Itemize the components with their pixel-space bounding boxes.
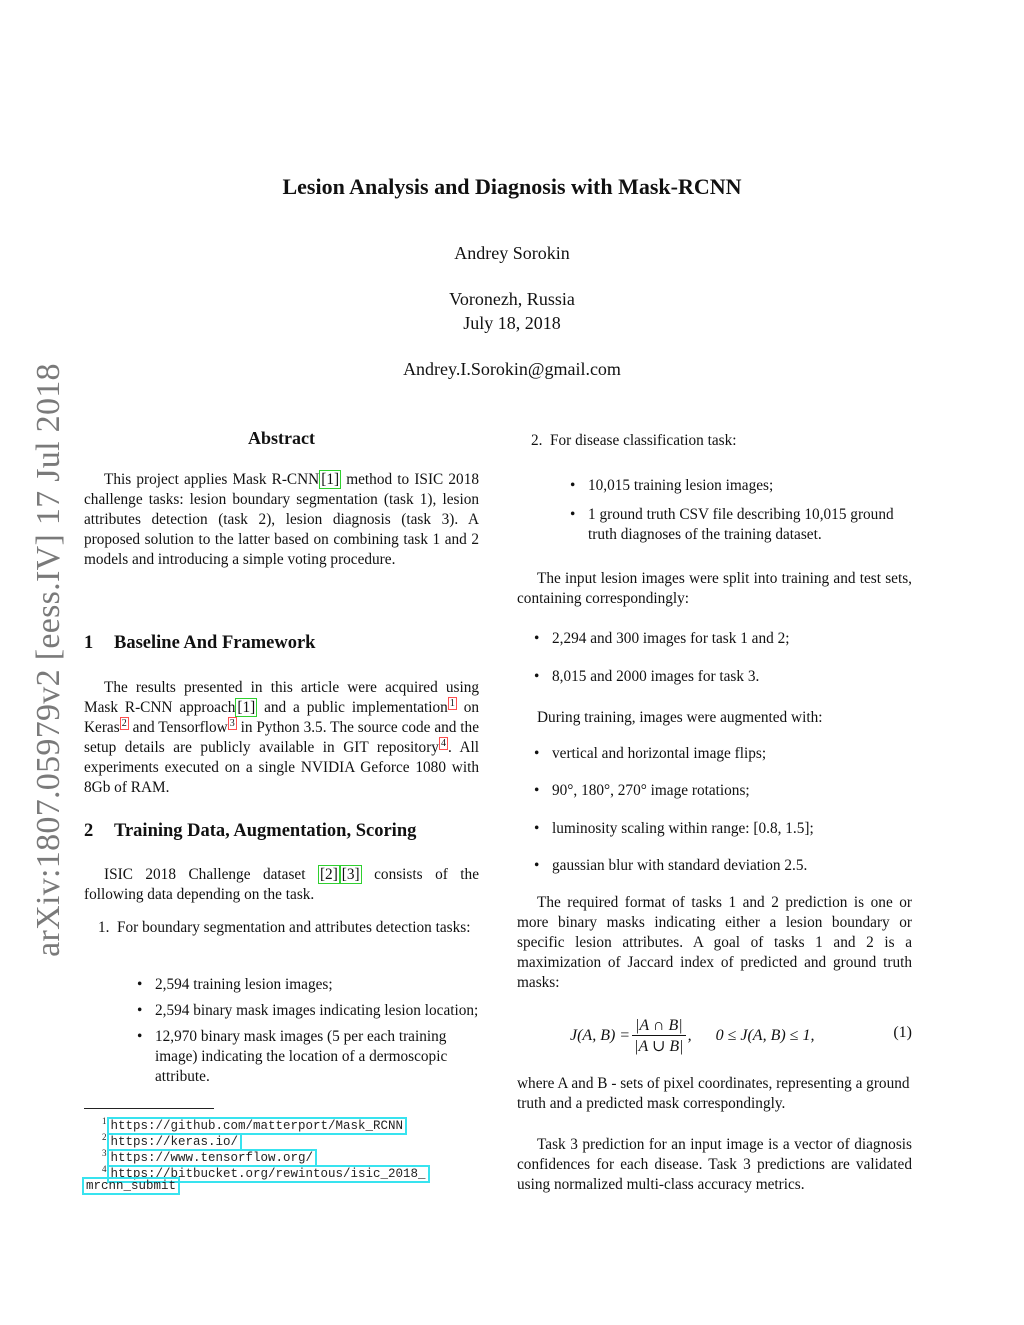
citation-link[interactable]: [2] bbox=[319, 866, 338, 883]
author-name: Andrey Sorokin bbox=[454, 243, 570, 263]
list-item: • vertical and horizontal image flips; bbox=[534, 745, 767, 762]
footnote-4-cont bbox=[82, 1178, 180, 1194]
footnote-link[interactable]: 2 bbox=[121, 717, 127, 729]
where-paragraph: where A and B - sets of pixel coordinates, representing a ground truth and a predicted mask correspondingly. bbox=[517, 1075, 910, 1112]
list-item: • 2,594 binary mask images indicating lesion location; bbox=[137, 1002, 479, 1019]
list-item: • luminosity scaling within range: [0.8, 1.5]; bbox=[534, 820, 814, 837]
augmentation-intro: During training, images were augmented with: bbox=[537, 709, 823, 726]
footnote-4: $^4$ https://bitbucket.org/rewintous/isic_2018_ bbox=[102, 1161, 430, 1182]
list-item: • 2,294 and 300 images for task 1 and 2; bbox=[534, 630, 790, 647]
footnote-url[interactable]: https://www.tensorflow.org/ bbox=[107, 1149, 318, 1167]
equation-number: (1) bbox=[893, 1024, 912, 1041]
list-item: • 8,015 and 2000 images for task 3. bbox=[534, 668, 760, 685]
arxiv-side-label: arXiv:1807.05979v2 [eess.IV] 17 Jul 2018 bbox=[30, 363, 67, 957]
citation-link[interactable]: [1] bbox=[321, 471, 340, 488]
author-location: Voronezh, Russia bbox=[449, 289, 575, 309]
split-intro: The input lesion images were split into training and test sets, containing correspondingly: bbox=[517, 570, 912, 607]
footnote-url[interactable]: mrcnn_submit bbox=[82, 1177, 180, 1195]
split-list bbox=[534, 629, 912, 687]
footnote-1: $^1$ https://github.com/matterport/Mask_RCNN bbox=[102, 1113, 407, 1134]
author-email[interactable]: Andrey.I.Sorokin@gmail.com bbox=[403, 359, 621, 379]
footnote-3: $^3$ https://www.tensorflow.org/ bbox=[102, 1145, 317, 1166]
citation-link[interactable]: [1] bbox=[237, 699, 256, 716]
citation-link[interactable]: [3] bbox=[341, 866, 360, 883]
footnote-url[interactable]: https://github.com/matterport/Mask_RCNN bbox=[107, 1117, 408, 1135]
task-2-item: 2. For disease classification task: bbox=[531, 432, 737, 449]
list-item: • 90°, 180°, 270° image rotations; bbox=[534, 782, 750, 799]
footnote-2: $^2$ https://keras.io/ bbox=[102, 1129, 242, 1150]
section-2-intro: ISIC 2018 Challenge dataset [2] [3] consists of the following data depending on the task. bbox=[84, 866, 479, 903]
section-2-heading: 2 Training Data, Augmentation, Scoring bbox=[84, 821, 417, 841]
task-1-list bbox=[137, 975, 479, 1087]
list-item: • 12,970 binary mask images (5 per each training image) indicating the location of a dermoscopic attribute. bbox=[137, 1028, 448, 1085]
format-paragraph: The required format of tasks 1 and 2 prediction is one or more binary masks indicating either a lesion boundary or specific lesion attributes. A goal of tasks 1 and 2 is a maximization of Jaccard index of predicted and ground truth masks: bbox=[517, 894, 912, 991]
footnote-link[interactable]: 1 bbox=[449, 697, 455, 709]
task-1-item: 1. For boundary segmentation and attributes detection tasks: bbox=[98, 919, 471, 936]
abstract-heading: Abstract bbox=[248, 428, 315, 448]
augmentation-list bbox=[534, 744, 912, 876]
list-item: • 1 ground truth CSV file describing 10,015 ground truth diagnoses of the training dataset. bbox=[570, 506, 894, 543]
list-item: • 10,015 training lesion images; bbox=[570, 477, 774, 494]
list-item: • gaussian blur with standard deviation 2.5. bbox=[534, 857, 808, 874]
section-1-body: The results presented in this article were acquired using Mask R-CNN approach [1] and a public implementation $^1$ on Keras $^2$ and Tensorflow $^3$ in Python 3.5. The source code and the setup details are publicly available in GIT repository $^4$ . All experiments executed on a single NVIDIA Geforce 1080 with 8Gb of RAM. bbox=[84, 679, 480, 796]
footnote-rule bbox=[84, 1108, 214, 1109]
task-2-list bbox=[570, 476, 912, 545]
footnote-url[interactable]: https://bitbucket.org/rewintous/isic_2018_ bbox=[107, 1165, 430, 1183]
list-item: • 2,594 training lesion images; bbox=[137, 976, 333, 993]
footnote-link[interactable]: 3 bbox=[229, 717, 235, 729]
section-1-heading: 1 Baseline And Framework bbox=[84, 633, 316, 653]
paper-date: July 18, 2018 bbox=[463, 313, 561, 333]
footnote-link[interactable]: 4 bbox=[440, 737, 446, 749]
abstract-body: This project applies Mask R-CNN [1] method to ISIC 2018 challenge tasks: lesion boundary segmentation (task 1), lesion attributes detection (task 2), lesion diagnosis (task 3). A proposed solution to the latter based on combining task 1 and 2 models and introducing a simple voting procedure. bbox=[84, 471, 479, 568]
footnote-url[interactable]: https://keras.io/ bbox=[107, 1133, 243, 1151]
paper-title: Lesion Analysis and Diagnosis with Mask-RCNN bbox=[282, 174, 742, 199]
jaccard-equation: J(A, B) = $\frac{|A \cap B|}{|A \cup B|}$ , 0 ≤ J(A, B) ≤ 1, (1) bbox=[570, 1016, 912, 1055]
task-3-paragraph: Task 3 prediction for an input image is a vector of diagnosis confidences for each disease. Task 3 predictions are validated using normalized multi-class accuracy metrics. bbox=[517, 1136, 912, 1193]
